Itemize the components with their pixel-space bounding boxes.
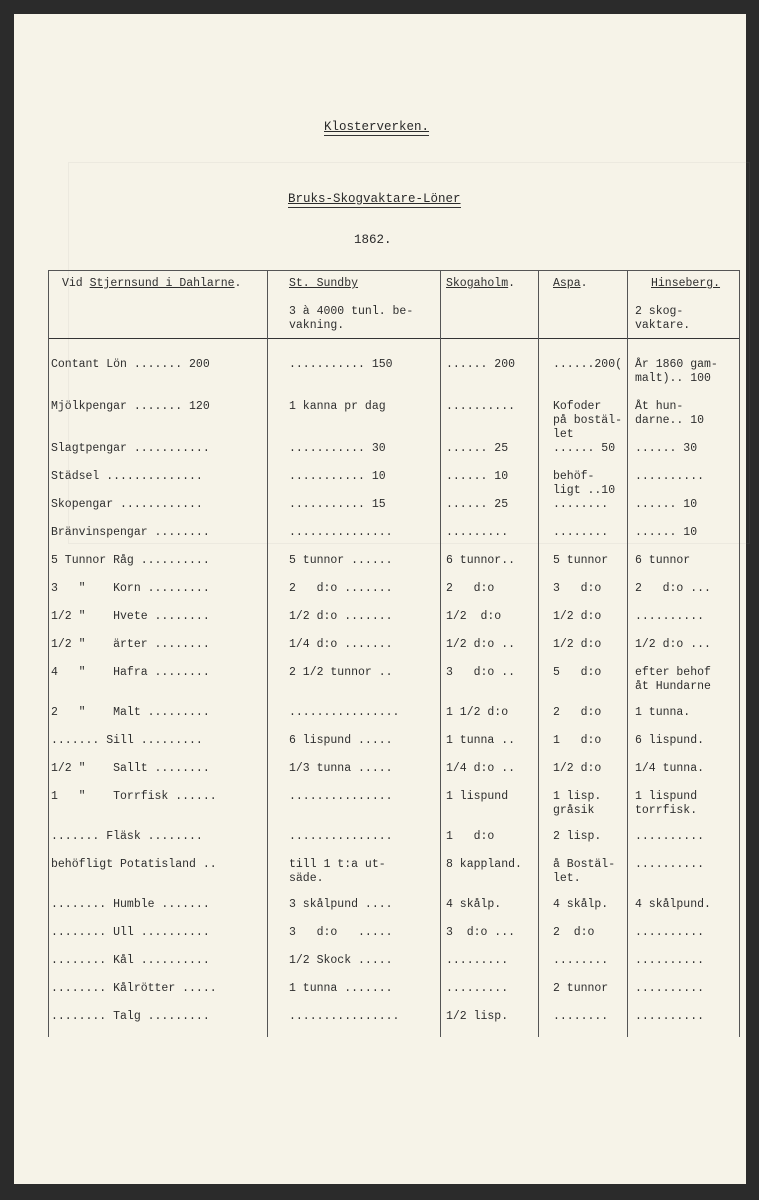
cell-stjernsund: Städsel .............. xyxy=(51,470,203,483)
cell-hinseberg: .......... xyxy=(635,982,705,995)
cell-stjernsund: 1 " Torrfisk ...... xyxy=(51,790,217,803)
cell-skogaholm: 1/2 d:o .. xyxy=(446,638,516,651)
cell-skogaholm: 2 d:o xyxy=(446,582,495,595)
cell-st-sundby: 3 skålpund .... xyxy=(289,898,393,911)
cell-hinseberg: ...... 10 xyxy=(635,498,698,511)
cell-hinseberg: .......... xyxy=(635,926,705,939)
cell-aspa: behöf- ligt ..10 xyxy=(553,470,616,497)
cell-skogaholm: 4 skålp. xyxy=(446,898,502,911)
cell-skogaholm: 1/2 d:o xyxy=(446,610,502,623)
cell-st-sundby: 1/3 tunna ..... xyxy=(289,762,393,775)
document-year: 1862. xyxy=(354,233,392,247)
cell-stjernsund: Slagtpengar ........... xyxy=(51,442,210,455)
cell-hinseberg: .......... xyxy=(635,1010,705,1023)
cell-hinseberg: 1/4 tunna. xyxy=(635,762,705,775)
cell-skogaholm: 8 kappland. xyxy=(446,858,522,871)
header-st-sundby: St. Sundby xyxy=(289,277,359,290)
cell-hinseberg: ...... 10 xyxy=(635,526,698,539)
cell-stjernsund: Mjölkpengar ....... 120 xyxy=(51,400,210,413)
cell-aspa: 2 d:o xyxy=(553,926,595,939)
cell-stjernsund: ........ Kål .......... xyxy=(51,954,210,967)
cell-st-sundby: ........... 150 xyxy=(289,358,393,371)
column-divider xyxy=(48,270,49,1037)
cell-skogaholm: ...... 25 xyxy=(446,498,509,511)
cell-aspa: 4 skålp. xyxy=(553,898,609,911)
table-top-rule xyxy=(48,270,740,271)
cell-hinseberg: Åt hun- darne.. 10 xyxy=(635,400,705,427)
cell-st-sundby: 1/4 d:o ....... xyxy=(289,638,393,651)
header-hinseberg: Hinseberg. xyxy=(651,277,721,290)
cell-skogaholm: 1/4 d:o .. xyxy=(446,762,516,775)
cell-stjernsund: ....... Fläsk ........ xyxy=(51,830,203,843)
cell-skogaholm: 1/2 lisp. xyxy=(446,1010,509,1023)
cell-skogaholm: ......... xyxy=(446,982,509,995)
cell-stjernsund: Contant Lön ....... 200 xyxy=(51,358,210,371)
column-divider xyxy=(538,270,539,1037)
cell-hinseberg: År 1860 gam- malt).. 100 xyxy=(635,358,718,385)
cell-stjernsund: 1/2 " Sallt ........ xyxy=(51,762,210,775)
cell-hinseberg: 4 skålpund. xyxy=(635,898,711,911)
cell-st-sundby: 1 tunna ....... xyxy=(289,982,393,995)
cell-stjernsund: ........ Humble ....... xyxy=(51,898,210,911)
cell-st-sundby: ............... xyxy=(289,790,393,803)
cell-aspa: ........ xyxy=(553,954,609,967)
cell-aspa: Kofoder på bostäl- let xyxy=(553,400,623,441)
header-skogaholm: Skogaholm. xyxy=(446,277,516,290)
cell-aspa: ........ xyxy=(553,498,609,511)
cell-skogaholm: 1 tunna .. xyxy=(446,734,516,747)
cell-hinseberg: .......... xyxy=(635,610,705,623)
column-divider xyxy=(267,270,268,1037)
cell-stjernsund: ........ Kålrötter ..... xyxy=(51,982,217,995)
cell-aspa: 1/2 d:o xyxy=(553,610,602,623)
cell-stjernsund: ........ Ull .......... xyxy=(51,926,210,939)
cell-st-sundby: 2 d:o ....... xyxy=(289,582,393,595)
cell-skogaholm: ...... 200 xyxy=(446,358,516,371)
cell-hinseberg: efter behof åt Hundarne xyxy=(635,666,711,693)
header-hinseberg-note: 2 skog- vaktare. xyxy=(635,305,691,332)
cell-hinseberg: 6 lispund. xyxy=(635,734,705,747)
cell-skogaholm: .......... xyxy=(446,400,516,413)
cell-stjernsund: 1/2 " ärter ........ xyxy=(51,638,210,651)
column-divider xyxy=(627,270,628,1037)
cell-hinseberg: .......... xyxy=(635,470,705,483)
cell-skogaholm: 1 lispund xyxy=(446,790,509,803)
cell-hinseberg: 2 d:o ... xyxy=(635,582,711,595)
cell-skogaholm: 3 d:o .. xyxy=(446,666,516,679)
cell-stjernsund: ........ Talg ......... xyxy=(51,1010,210,1023)
cell-aspa: 2 lisp. xyxy=(553,830,602,843)
cell-aspa: 1/2 d:o xyxy=(553,638,602,651)
cell-aspa: 3 d:o xyxy=(553,582,602,595)
cell-skogaholm: ...... 10 xyxy=(446,470,509,483)
cell-st-sundby: 1 kanna pr dag xyxy=(289,400,386,413)
cell-st-sundby: ............... xyxy=(289,526,393,539)
cell-stjernsund: ....... Sill ......... xyxy=(51,734,203,747)
cell-aspa: 1 d:o xyxy=(553,734,602,747)
cell-st-sundby: ........... 10 xyxy=(289,470,386,483)
cell-hinseberg: .......... xyxy=(635,954,705,967)
cell-skogaholm: ...... 25 xyxy=(446,442,509,455)
cell-skogaholm: 6 tunnor.. xyxy=(446,554,516,567)
cell-st-sundby: ............... xyxy=(289,830,393,843)
cell-st-sundby: 5 tunnor ...... xyxy=(289,554,393,567)
cell-aspa: 1/2 d:o xyxy=(553,762,602,775)
cell-stjernsund: 1/2 " Hvete ........ xyxy=(51,610,210,623)
cell-st-sundby: 1/2 Skock ..... xyxy=(289,954,393,967)
cell-aspa: 5 d:o xyxy=(553,666,602,679)
header-rule xyxy=(48,338,740,339)
cell-stjernsund: behöfligt Potatisland .. xyxy=(51,858,217,871)
cell-hinseberg: 1 tunna. xyxy=(635,706,691,719)
cell-stjernsund: Skopengar ............ xyxy=(51,498,203,511)
cell-skogaholm: ......... xyxy=(446,954,509,967)
column-divider xyxy=(739,270,740,1037)
cell-hinseberg: 6 tunnor xyxy=(635,554,691,567)
document-heading: Bruks-Skogvaktare-Löner xyxy=(288,192,461,206)
company-title: Klosterverken. xyxy=(324,120,430,134)
cell-hinseberg: .......... xyxy=(635,830,705,843)
cell-aspa: 5 tunnor xyxy=(553,554,609,567)
cell-aspa: 2 tunnor xyxy=(553,982,609,995)
cell-st-sundby: 3 d:o ..... xyxy=(289,926,393,939)
cell-hinseberg: 1/2 d:o ... xyxy=(635,638,711,651)
header-st-sundby-note: 3 à 4000 tunl. be- vakning. xyxy=(289,305,414,332)
cell-aspa: ...... 50 xyxy=(553,442,616,455)
cell-st-sundby: 1/2 d:o ....... xyxy=(289,610,393,623)
cell-stjernsund: 3 " Korn ......... xyxy=(51,582,210,595)
cell-st-sundby: ................ xyxy=(289,1010,400,1023)
cell-aspa: 2 d:o xyxy=(553,706,602,719)
cell-stjernsund: Bränvinspengar ........ xyxy=(51,526,210,539)
cell-stjernsund: 5 Tunnor Råg .......... xyxy=(51,554,210,567)
cell-st-sundby: ................ xyxy=(289,706,400,719)
cell-st-sundby: ........... 15 xyxy=(289,498,386,511)
header-aspa: Aspa. xyxy=(553,277,588,290)
cell-st-sundby: 6 lispund ..... xyxy=(289,734,393,747)
cell-hinseberg: 1 lispund torrfisk. xyxy=(635,790,698,817)
column-divider xyxy=(440,270,441,1037)
cell-skogaholm: 1 d:o xyxy=(446,830,495,843)
cell-st-sundby: ........... 30 xyxy=(289,442,386,455)
cell-skogaholm: 1 1/2 d:o xyxy=(446,706,509,719)
cell-skogaholm: 3 d:o ... xyxy=(446,926,516,939)
cell-aspa: ........ xyxy=(553,1010,609,1023)
cell-hinseberg: ...... 30 xyxy=(635,442,698,455)
cell-aspa: ........ xyxy=(553,526,609,539)
cell-aspa: å Bostäl- let. xyxy=(553,858,616,885)
cell-aspa: ......200( xyxy=(553,358,623,371)
wage-table xyxy=(48,270,740,1037)
cell-aspa: 1 lisp. gråsik xyxy=(553,790,602,817)
cell-stjernsund: 4 " Hafra ........ xyxy=(51,666,210,679)
cell-st-sundby: till 1 t:a ut- säde. xyxy=(289,858,386,885)
header-stjernsund: Vid Stjernsund i Dahlarne. xyxy=(62,277,242,290)
cell-hinseberg: .......... xyxy=(635,858,705,871)
cell-skogaholm: ......... xyxy=(446,526,509,539)
cell-st-sundby: 2 1/2 tunnor .. xyxy=(289,666,393,679)
cell-stjernsund: 2 " Malt ......... xyxy=(51,706,210,719)
